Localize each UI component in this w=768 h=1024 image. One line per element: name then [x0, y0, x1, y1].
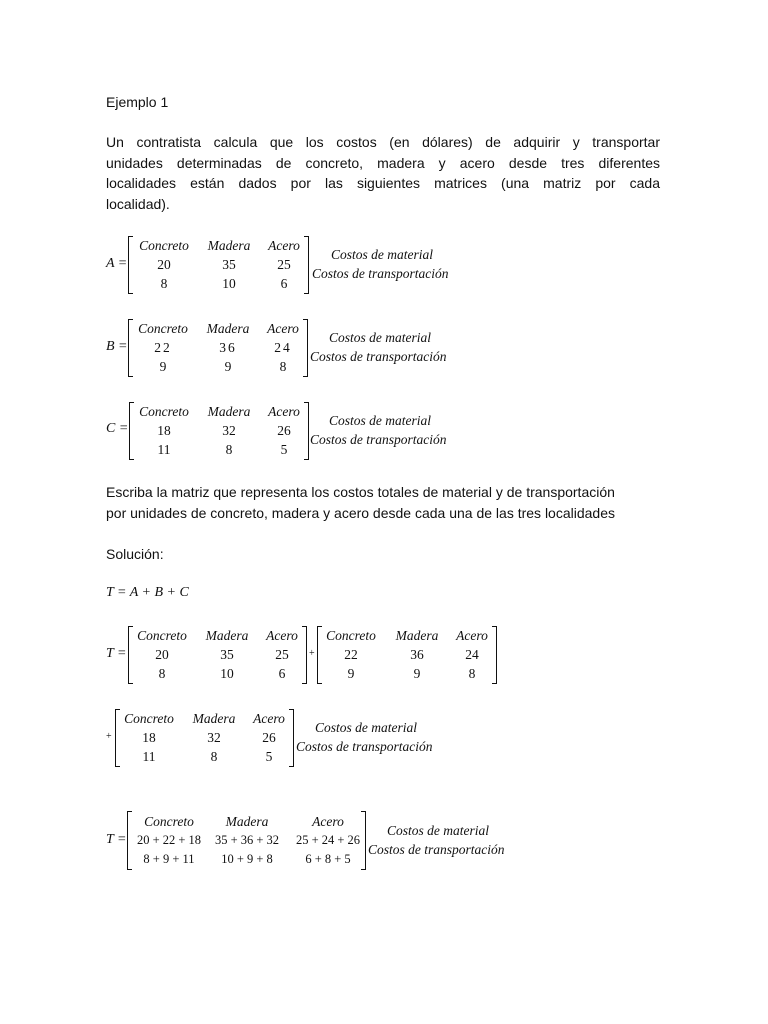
matrix-header: Acero — [312, 814, 344, 829]
left-bracket — [128, 236, 133, 294]
matrix-cell: 10 — [222, 276, 236, 291]
matrix-cell: 35 + 36 + 32 — [214, 833, 280, 847]
matrix-header: Concreto — [139, 238, 189, 253]
matrix-name: A = — [106, 256, 128, 271]
matrix-header: Acero — [267, 321, 299, 336]
matrix-cell: 11 — [142, 749, 156, 764]
intro-line: Un contratista calcula que los costos (en dólares) de adquirir y transportar — [106, 134, 660, 150]
matrix-cell: 20 — [155, 647, 169, 662]
matrix-header: Acero — [268, 404, 300, 419]
matrix-header: Acero — [253, 711, 285, 726]
matrix-cell: 8 — [210, 749, 218, 764]
matrix-header: Concreto — [144, 814, 194, 829]
matrix-cell: 24 — [274, 340, 292, 355]
material-label: Costos de material — [315, 720, 418, 735]
matrix-header: Madera — [206, 321, 250, 336]
matrix-name: B = — [106, 339, 128, 354]
matrix-cell: 25 + 24 + 26 — [295, 833, 361, 847]
matrix-cell: 8 + 9 + 11 — [143, 852, 195, 866]
matrix-cell: 5 — [265, 749, 273, 764]
right-bracket — [304, 402, 309, 460]
matrix-header: Concreto — [138, 321, 188, 336]
matrix-cell: 36 — [219, 340, 237, 355]
right-bracket — [289, 709, 294, 767]
matrix-cell: 18 — [157, 423, 171, 438]
matrix-cell: 8 — [225, 442, 233, 457]
question-line: Escriba la matriz que representa los costos totales de material y de transportación — [106, 484, 615, 500]
matrix-cell: 25 — [275, 647, 289, 662]
matrix-cell: 26 — [262, 730, 276, 745]
right-bracket — [492, 626, 497, 684]
matrix-cell: 6 — [278, 666, 286, 681]
matrix-cell: 24 — [465, 647, 479, 662]
material-label: Costos de material — [329, 413, 432, 428]
intro-line: localidad). — [106, 195, 170, 212]
matrix-cell: 9 — [159, 359, 167, 374]
matrix-cell: 26 — [277, 423, 291, 438]
plus-sign: + — [106, 731, 112, 742]
matrix-name: T = — [106, 832, 127, 847]
matrix-cell: 35 — [220, 647, 234, 662]
matrix-cell: 11 — [157, 442, 171, 457]
matrix-header: Acero — [266, 628, 298, 643]
matrix-cell: 8 — [158, 666, 166, 681]
transport-label: Costos de transportación — [310, 432, 447, 447]
matrix-header: Madera — [207, 238, 251, 253]
matrix-cell: 8 — [279, 359, 287, 374]
matrix-header: Acero — [456, 628, 488, 643]
matrix-cell: 6 — [280, 276, 288, 291]
matrix-cell: 8 — [468, 666, 476, 681]
solution-label: Solución: — [106, 546, 164, 562]
right-bracket — [303, 319, 308, 377]
matrix-header: Madera — [225, 814, 269, 829]
matrix-name: C = — [106, 421, 129, 436]
matrix-cell: 22 — [154, 340, 172, 355]
matrix-header: Madera — [395, 628, 439, 643]
matrix-header: Concreto — [326, 628, 376, 643]
material-label: Costos de material — [387, 823, 490, 838]
transport-label: Costos de transportación — [310, 349, 447, 364]
matrix-cell: 8 — [160, 276, 168, 291]
matrix-cell: 9 — [224, 359, 232, 374]
matrix-cell: 20 — [157, 257, 171, 272]
material-label: Costos de material — [331, 247, 434, 262]
question-line: por unidades de concreto, madera y acero desde cada una de las tres localidades — [106, 504, 615, 521]
formula: T = A + B + C — [106, 585, 189, 600]
intro-line: localidades están dados por las siguientes matrices (una matriz por cada — [106, 175, 660, 191]
matrix-header: Madera — [192, 711, 236, 726]
transport-label: Costos de transportación — [312, 266, 449, 281]
matrix-cell: 10 — [220, 666, 234, 681]
matrix-cell: 9 — [413, 666, 421, 681]
matrix-header: Acero — [268, 238, 300, 253]
transport-label: Costos de transportación — [368, 842, 505, 857]
heading: Ejemplo 1 — [106, 94, 169, 110]
matrix-cell: 5 — [280, 442, 288, 457]
right-bracket — [361, 811, 366, 870]
matrix-header: Concreto — [124, 711, 174, 726]
matrix-cell: 36 — [410, 647, 424, 662]
matrix-header: Madera — [207, 404, 251, 419]
matrix-cell: 35 — [222, 257, 236, 272]
matrix-cell: 18 — [142, 730, 156, 745]
matrix-cell: 32 — [207, 730, 221, 745]
matrix-cell: 25 — [277, 257, 291, 272]
matrix-cell: 9 — [347, 666, 355, 681]
matrix-cell: 6 + 8 + 5 — [305, 852, 351, 866]
matrix-header: Concreto — [139, 404, 189, 419]
intro-line: unidades determinadas de concreto, madera y acero desde tres diferentes — [106, 154, 660, 171]
matrix-cell: 32 — [222, 423, 236, 438]
right-bracket — [304, 236, 309, 294]
right-bracket — [302, 626, 307, 684]
matrix-header: Madera — [205, 628, 249, 643]
transport-label: Costos de transportación — [296, 739, 433, 754]
material-label: Costos de material — [329, 330, 432, 345]
matrix-name: T = — [106, 646, 127, 661]
matrix-cell: 10 + 9 + 8 — [221, 852, 273, 866]
matrix-header: Concreto — [137, 628, 187, 643]
plus-sign: + — [309, 648, 315, 659]
matrix-cell: 22 — [344, 647, 358, 662]
matrix-cell: 20 + 22 + 18 — [136, 833, 202, 847]
